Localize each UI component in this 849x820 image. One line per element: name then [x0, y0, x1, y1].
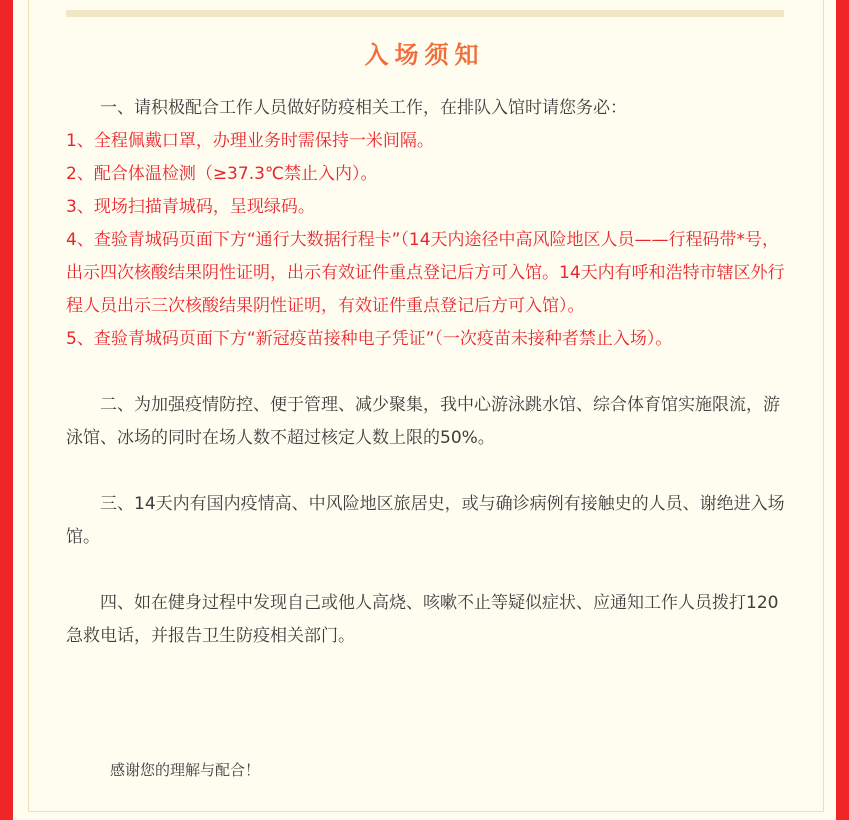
rule-item-1: 1、全程佩戴口罩，办理业务时需保持一米间隔。: [66, 131, 434, 151]
rule-item-4: 4、查验青城码页面下方“通行大数据行程卡”（14天内途径中高风险地区人员——行程码带*号，出示四次核酸结果阴性证明，出示有效证件重点登记后方可入馆。14天内有呼和浩特市辖区外行程人员出示三次核酸结果阴性证明，有效证件重点登记后方可入馆）。: [66, 230, 785, 316]
spacer: [66, 455, 786, 488]
right-red-border: [836, 0, 849, 820]
left-red-border: [0, 0, 13, 820]
page-title: 入场须知: [364, 41, 485, 69]
section-4-paragraph: 四、如在健身过程中发现自己或他人高烧、咳嗽不止等疑似症状、应通知工作人员拨打120急救电话，并报告卫生防疫相关部门。: [66, 593, 779, 646]
section-3-paragraph: 三、14天内有国内疫情高、中风险地区旅居史，或与确诊病例有接触史的人员、谢绝进入场馆。: [66, 494, 785, 547]
intro-paragraph: 一、请积极配合工作人员做好防疫相关工作，在排队入馆时请您务必：: [100, 98, 627, 118]
section-2-paragraph: 二、为加强疫情防控、便于管理、减少聚集，我中心游泳跳水馆、综合体育馆实施限流，游泳馆、冰场的同时在场人数不超过核定人数上限的50%。: [66, 395, 780, 448]
spacer: [66, 356, 786, 389]
rule-item-3: 3、现场扫描青城码，呈现绿码。: [66, 197, 315, 217]
rule-item-5: 5、查验青城码页面下方“新冠疫苗接种电子凭证”（一次疫苗未接种者禁止入场）。: [66, 329, 673, 349]
top-decorative-band: [66, 10, 784, 17]
notice-content: [66, 92, 786, 653]
spacer: [66, 554, 786, 587]
thanks-note: 感谢您的理解与配合！: [110, 761, 261, 779]
rule-item-2: 2、配合体温检测（≥37.3℃禁止入内）。: [66, 164, 378, 184]
